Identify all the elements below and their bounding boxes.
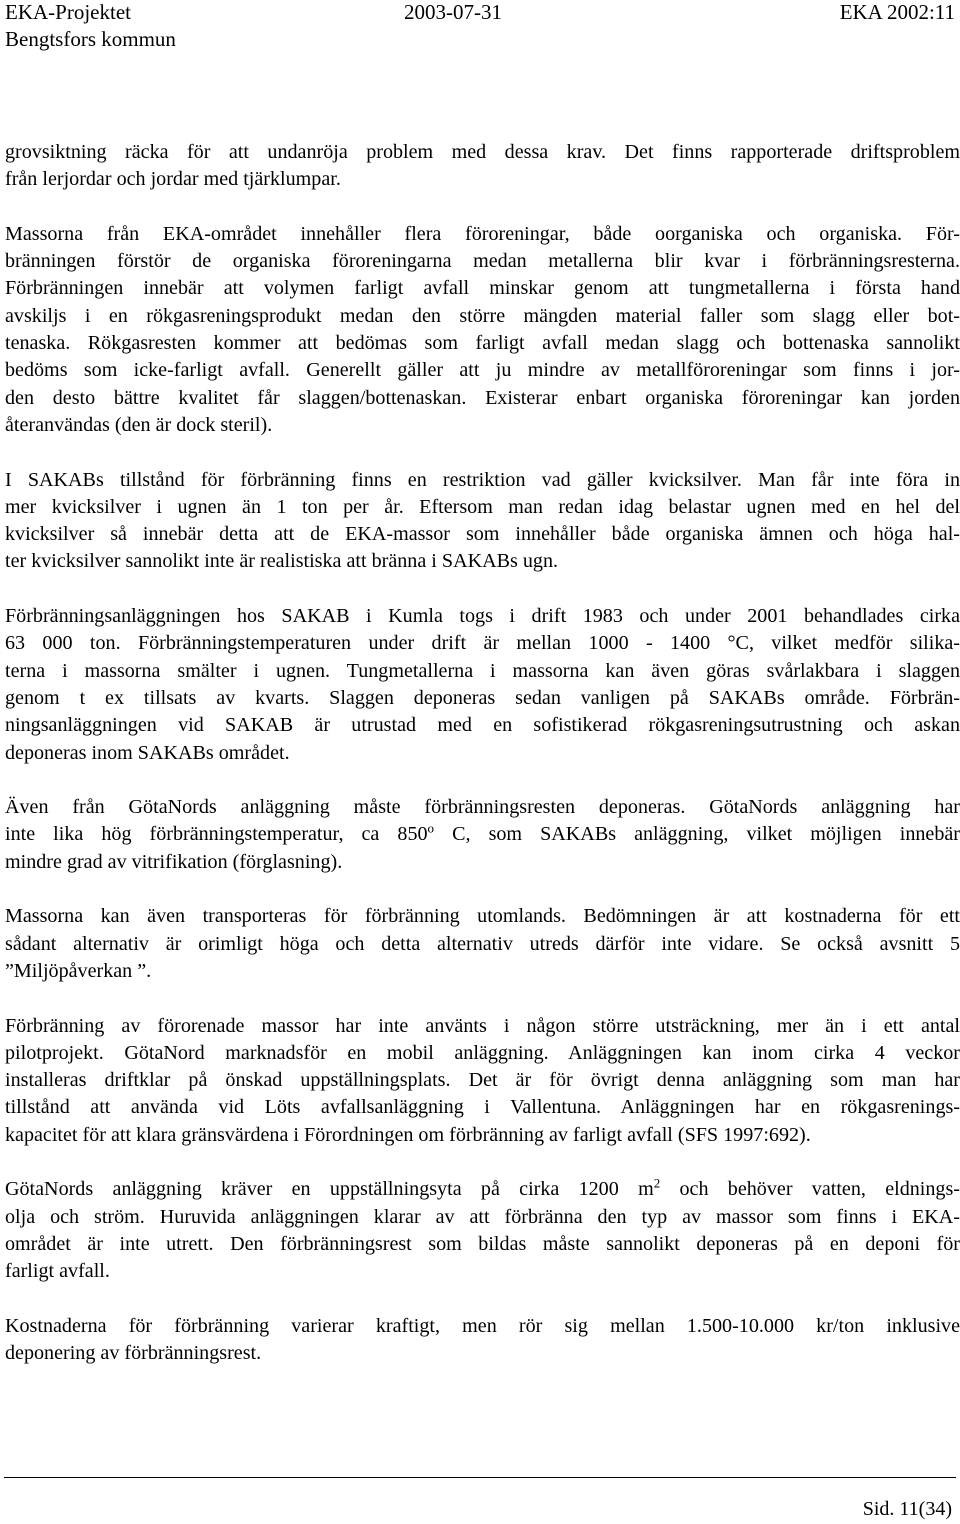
text-line: pilotprojekt. GötaNord marknadsför en mobil anläggning. Anläggningen kan inom cirka 4 veckor [5,1041,960,1064]
text-line: från lerjordar och jordar med tjärklumpar. [5,168,341,191]
text-line: Kostnaderna för förbränning varierar kraftigt, men rör sig mellan 1.500-10.000 kr/ton inklusive [5,1314,960,1337]
paragraph-9 [5,1313,960,1368]
text-line: återanvändas (den är dock steril). [5,413,273,436]
text-line: området är inte utrett. Den förbränningsrest som bildas måste sannolikt deponeras på en deponi för [5,1232,960,1255]
text-line: Förbränning av förorenade massor har inte använts i någon större utsträckning, mer än i ett antal [5,1014,960,1037]
text-segment: och behöver vatten, eldnings- [660,1178,960,1201]
text-line: mindre grad av vitrifikation (förglasning). [5,850,343,873]
text-line: Massorna kan även transporteras för förbränning utomlands. Bedömningen är att kostnaderna för ett [5,905,960,928]
text-line: den desto bättre kvalitet får slaggen/bottenaskan. Existerar enbart organiska föroreningar kan jorden [5,386,960,409]
paragraph-4 [5,603,960,767]
paragraph-5 [5,794,960,876]
text-line: ter kvicksilver sannolikt inte är realistiska att bränna i SAKABs ugn. [5,550,559,573]
text-line: sådant alternativ är orimligt höga och detta alternativ utreds därför inte vidare. Se också avsnitt 5 [5,932,960,955]
paragraph-3 [5,467,960,576]
text-line: tenaska. Rökgasresten kommer att bedömas som farligt avfall medan slagg och bottenaska sannolikt [5,332,960,355]
text-line: kapacitet för att klara gränsvärdena i Förordningen om förbränning av farligt avfall (SFS 1997:692). [5,1123,811,1146]
text-segment: GötaNords anläggning kräver en uppställningsyta på cirka 1200 m [5,1178,654,1201]
text-line: Förbränningsanläggningen hos SAKAB i Kumla togs i drift 1983 och under 2001 behandlades cirka [5,605,960,628]
squared-superscript: 2 [653,1175,661,1191]
paragraph-6 [5,903,960,985]
paragraph-1 [5,139,960,194]
text-line: kvicksilver så innebär detta att de EKA-massor som innehåller både organiska ämnen och höga hal- [5,523,960,546]
text-line: terna i massorna smälter i ugnen. Tungmetallerna i massorna kan även göras svårlakbara i slaggen [5,659,960,682]
paragraph-8 [5,1176,960,1285]
text-line-with-superscript [5,1176,960,1203]
paragraph-7 [5,1013,960,1149]
municipality-name: Bengtsfors kommun [5,27,176,51]
header-row-1 [5,0,955,25]
text-line: avskiljs i en rökgasreningsprodukt medan den större mängden material faller som slagg eller bot- [5,304,960,327]
paragraph-2 [5,221,960,439]
text-line: installeras driftklar på önskad uppställningsplats. Det är för övrigt denna anläggning som man har [5,1069,960,1092]
text-segment: C, som SAKABs anläggning, vilket möjligen innebär [434,823,960,846]
text-line: deponeras inom SAKABs området. [5,741,290,764]
document-id: EKA 2002:11 [839,0,955,24]
text-line: bränningen förstör de organiska föroreningarna medan metallerna blir kvar i förbränningsresterna. [5,250,960,273]
document-body [5,139,960,1367]
project-name: EKA-Projektet [5,0,131,24]
text-line: Även från GötaNords anläggning måste förbränningsresten deponeras. GötaNords anläggning har [5,796,960,819]
text-line-with-superscript [5,821,960,848]
text-line: ningsanläggningen vid SAKAB är utrustad med en sofistikerad rökgasreningsutrustning och askan [5,714,960,737]
page-header [5,0,955,60]
text-line: grovsiktning räcka för att undanröja problem med dessa krav. Det finns rapporterade driftsproblem [5,141,960,163]
footer-divider [4,1477,956,1478]
text-line: Förbränningen innebär att volymen farligt avfall minskar genom att tungmetallerna i första hand [5,277,960,300]
text-line: bedöms som icke-farligt avfall. Generellt gäller att ju mindre av metallföroreningar som finns i jor- [5,359,960,382]
text-line: mer kvicksilver i ugnen än 1 ton per år. Eftersom man redan idag belastar ugnen med en hel del [5,495,960,518]
text-line: 63 000 ton. Förbränningstemperaturen under drift är mellan 1000 - 1400 °C, vilket medför silika- [5,632,960,655]
text-line: tillstånd att använda vid Löts avfallsanläggning i Vallentuna. Anläggningen har en rökgasrenings- [5,1096,960,1119]
text-line: I SAKABs tillstånd för förbränning finns en restriktion vad gäller kvicksilver. Man får inte föra in [5,468,960,491]
text-segment: inte lika hög förbränningstemperatur, ca 850 [5,823,428,846]
text-line: ”Miljöpåverkan ”. [5,959,152,982]
document-date: 2003-07-31 [404,0,502,24]
text-line: Massorna från EKA-området innehåller flera föroreningar, både oorganiska och organiska. För- [5,222,960,245]
text-line: genom t ex tillsats av kvarts. Slaggen deponeras sedan vanligen på SAKABs område. Förbrän- [5,686,960,709]
degree-superscript: o [427,820,435,836]
page-number: Sid. 11(34) [862,1498,952,1520]
text-line: olja och ström. Huruvida anläggningen klarar av att förbränna den typ av massor som finns i EKA- [5,1205,960,1228]
text-line: deponering av förbränningsrest. [5,1342,262,1365]
header-row-2 [5,26,955,52]
text-line: farligt avfall. [5,1260,110,1283]
